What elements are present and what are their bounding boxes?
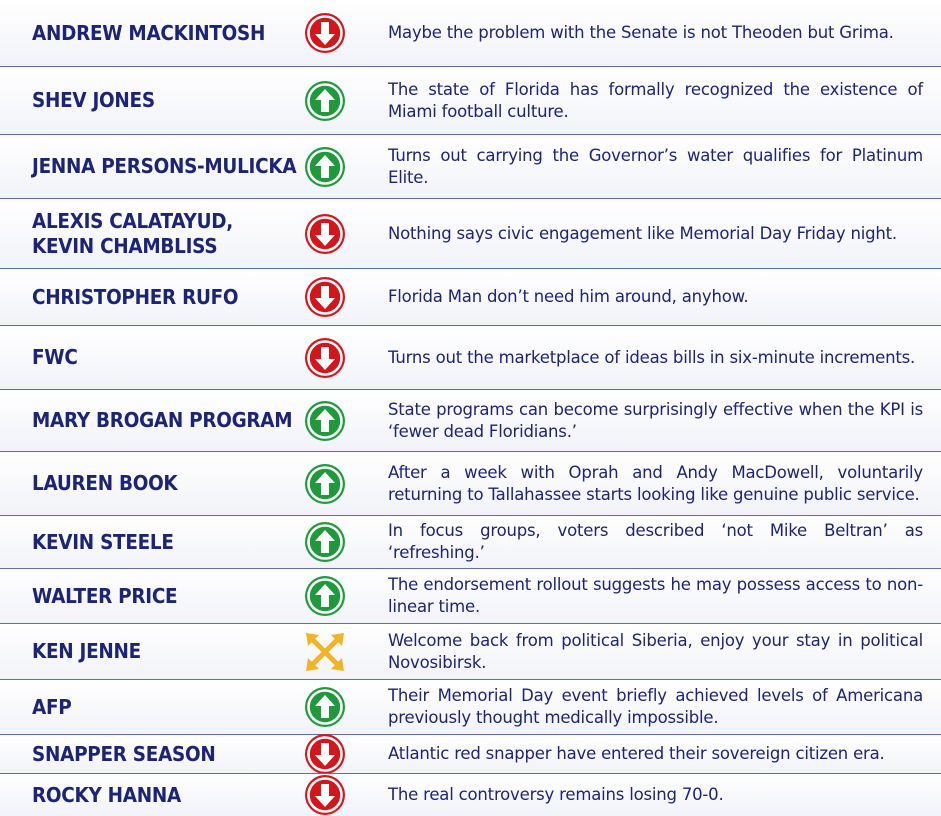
- row-name: SHEV JONES: [32, 88, 155, 112]
- down-arrow-icon: [304, 276, 346, 318]
- table-row: [0, 198, 941, 268]
- table-row: [0, 0, 941, 66]
- row-comment: Turns out the marketplace of ideas bills in six-minute increments.: [388, 347, 916, 367]
- down-arrow-icon: [304, 774, 346, 816]
- row-name: LAUREN BOOK: [32, 471, 178, 495]
- row-comment: Florida Man don’t need him around, anyhow.: [388, 287, 749, 306]
- row-name: ALEXIS CALATAYUD, KEVIN CHAMBLISS: [32, 208, 233, 258]
- up-arrow-icon: [304, 80, 346, 122]
- table-row: [0, 623, 941, 679]
- table-row: [0, 451, 941, 515]
- row-name: ANDREW MACKINTOSH: [32, 20, 266, 45]
- row-comment: The endorsement rollout suggests he may possess access to non-linear time.: [388, 575, 923, 616]
- row-comment: Maybe the problem with the Senate is not Theoden but Grima.: [388, 23, 894, 42]
- up-arrow-icon: [304, 400, 346, 442]
- row-name: KEN JENNE: [32, 639, 141, 663]
- row-comment: Turns out carrying the Governor’s water qualifies for Platinum Elite.: [388, 145, 923, 187]
- up-arrow-icon: [304, 463, 346, 505]
- down-arrow-icon: [304, 213, 346, 255]
- row-name: WALTER PRICE: [32, 583, 178, 608]
- row-name: FWC: [32, 345, 78, 369]
- table-row: [0, 325, 941, 389]
- row-name: KEVIN STEELE: [32, 529, 174, 554]
- row-comment: State programs can become surprisingly effective when the KPI is ‘fewer dead Floridians.’: [388, 399, 923, 441]
- row-comment: Atlantic red snapper have entered their sovereign citizen era.: [388, 744, 885, 763]
- row-name: CHRISTOPHER RUFO: [32, 284, 239, 309]
- row-name: MARY BROGAN PROGRAM: [32, 408, 293, 432]
- row-comment: The state of Florida has formally recognized the existence of Miami football culture.: [388, 79, 923, 121]
- table-row: [0, 568, 941, 623]
- table-row: [0, 389, 941, 451]
- crossed-arrows-icon: [304, 631, 346, 673]
- table-row: [0, 134, 941, 198]
- row-comment: Nothing says civic engagement like Memorial Day Friday night.: [388, 223, 897, 243]
- up-arrow-icon: [304, 146, 346, 188]
- row-name: JENNA PERSONS-MULICKA: [32, 154, 297, 178]
- row-name: SNAPPER SEASON: [32, 741, 216, 766]
- row-comment: After a week with Oprah and Andy MacDowell, voluntarily returning to Tallahassee starts looking like genuine public service.: [388, 462, 923, 504]
- row-name: AFP: [32, 694, 72, 719]
- up-arrow-icon: [304, 575, 346, 617]
- up-arrow-icon: [304, 686, 346, 728]
- down-arrow-icon: [304, 12, 346, 54]
- table-row: [0, 515, 941, 568]
- row-comment: Their Memorial Day event briefly achieved levels of Americana previously thought medically impossible.: [388, 686, 923, 727]
- down-arrow-icon: [304, 337, 346, 379]
- row-comment: In focus groups, voters described ‘not Mike Beltran’ as ‘refreshing.’: [388, 521, 923, 562]
- row-name: ROCKY HANNA: [32, 782, 181, 807]
- row-comment: Welcome back from political Siberia, enjoy your stay in political Novosibirsk.: [388, 630, 923, 672]
- row-comment: The real controversy remains losing 70-0.: [388, 785, 724, 804]
- table-row: [0, 734, 941, 773]
- table-row: [0, 679, 941, 734]
- up-arrow-icon: [304, 521, 346, 563]
- table-row: [0, 66, 941, 134]
- table-row: [0, 268, 941, 325]
- down-arrow-icon: [304, 733, 346, 775]
- table-row: [0, 773, 941, 816]
